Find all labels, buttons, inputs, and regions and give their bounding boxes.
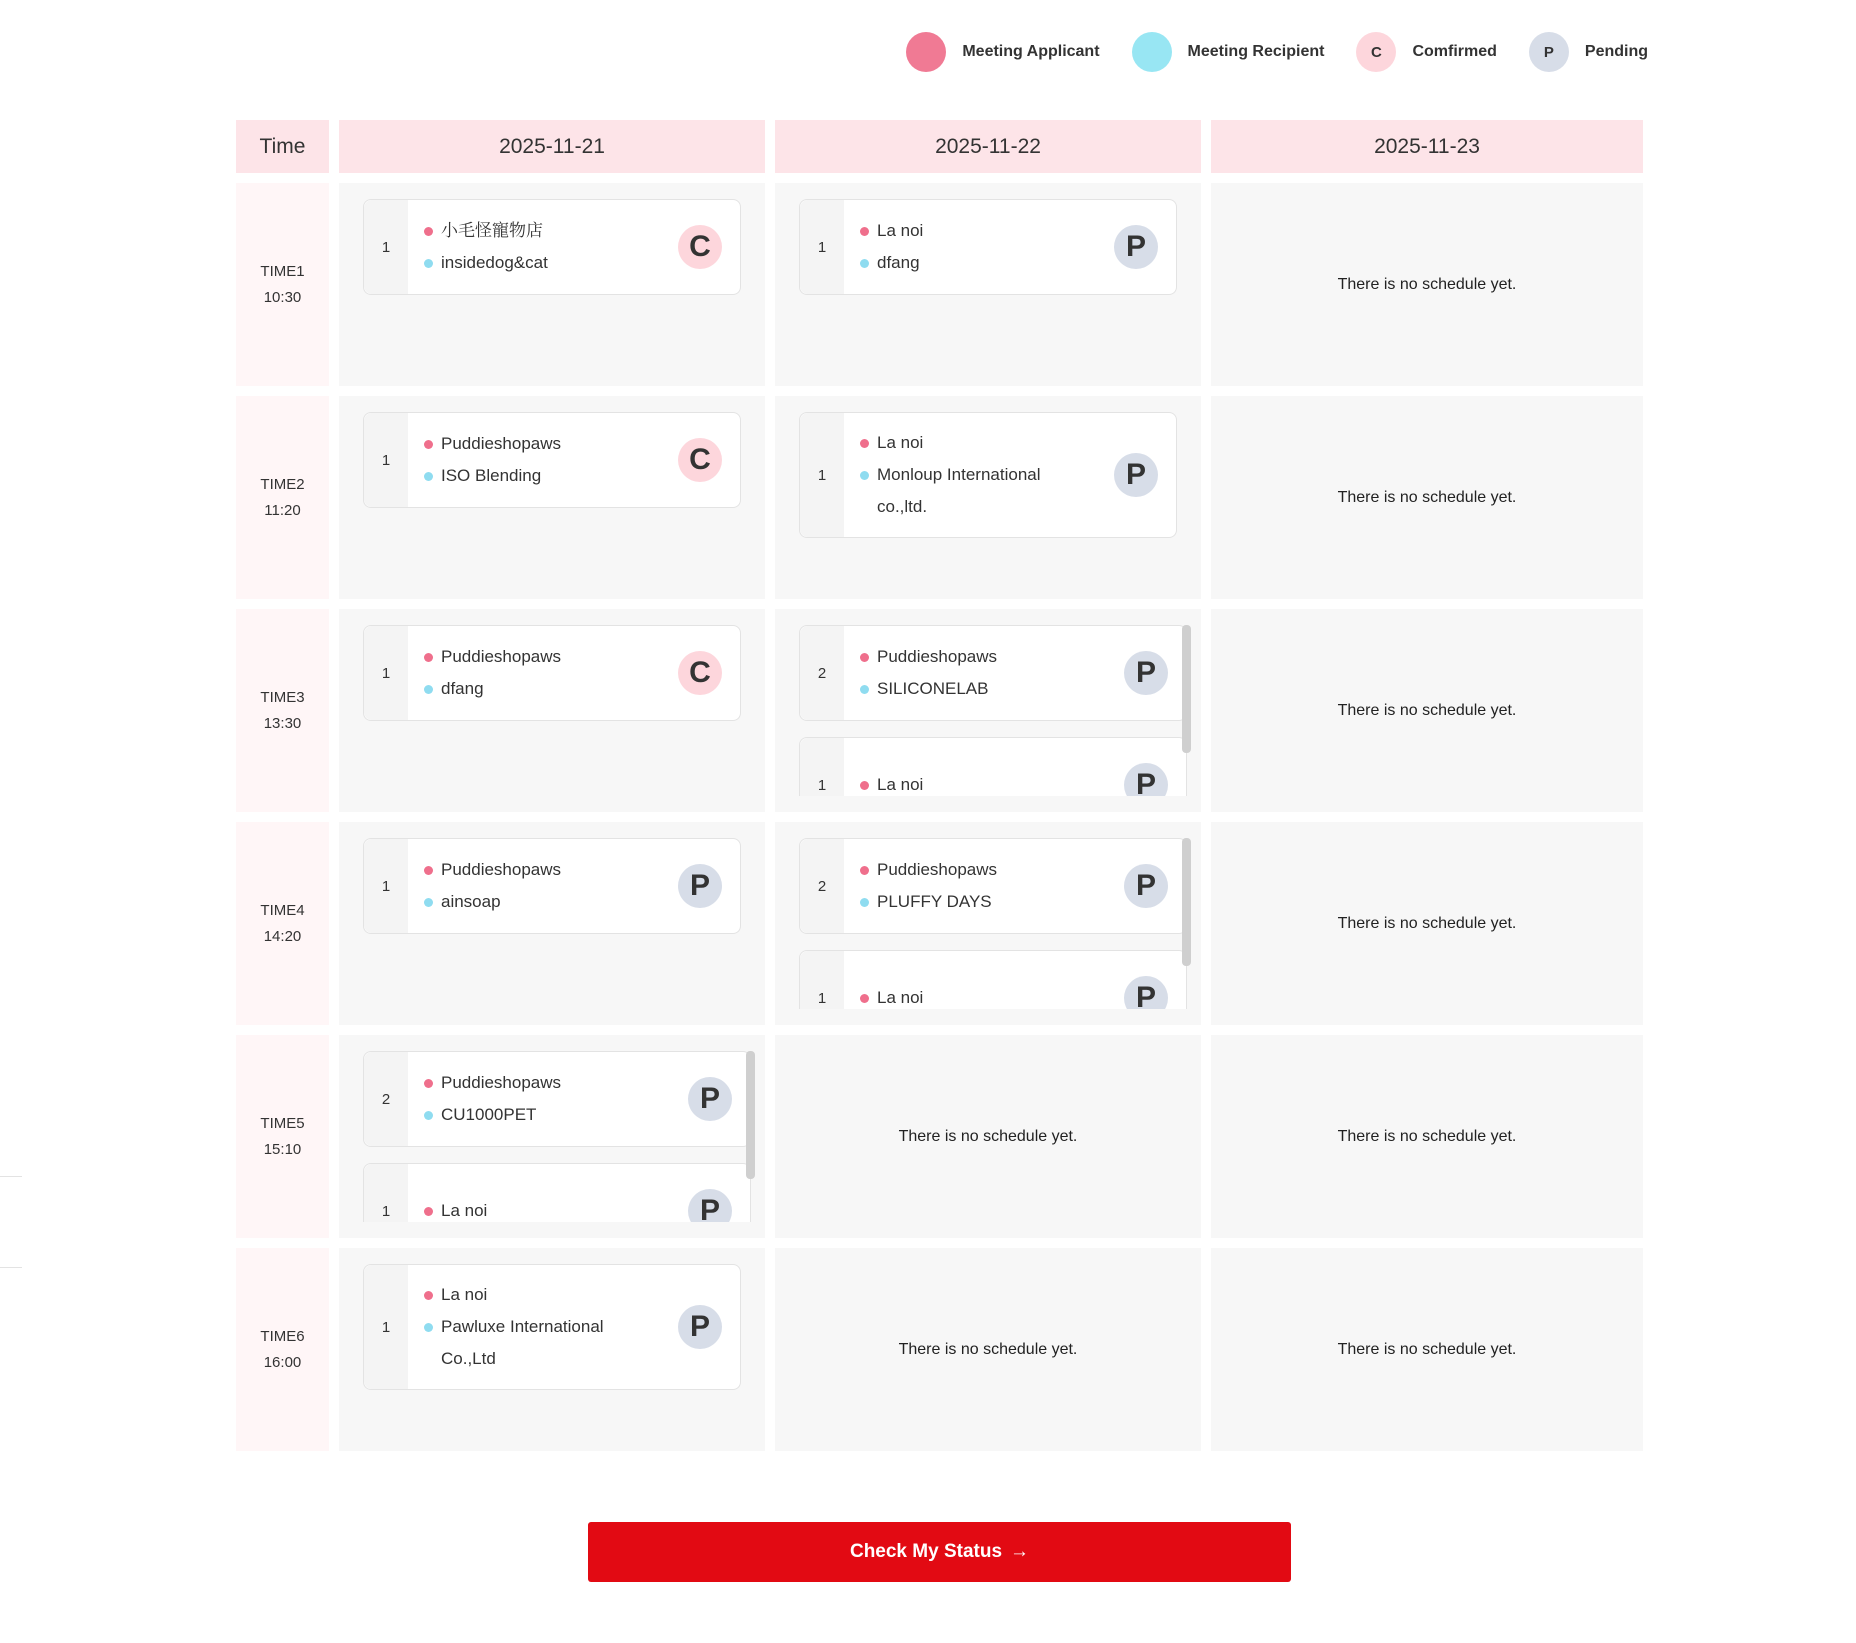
- legend-item: [1529, 32, 1648, 72]
- day-cell: [775, 609, 1201, 812]
- time-slot-row: [236, 609, 1646, 812]
- day-cell: [1211, 609, 1643, 812]
- recipient-dot-icon: [860, 259, 869, 268]
- day-cell: [339, 183, 765, 386]
- meeting-card[interactable]: [363, 1264, 741, 1390]
- legend-label: Meeting Recipient: [1187, 43, 1325, 60]
- slot-name: TIME1: [260, 262, 305, 280]
- meeting-card[interactable]: [363, 838, 741, 934]
- slot-time: 16:00: [263, 1353, 302, 1371]
- applicant-line: [424, 854, 654, 886]
- meeting-count: 1: [364, 839, 408, 933]
- recipient-name: ainsoap: [441, 892, 501, 911]
- meeting-card[interactable]: [799, 950, 1187, 1009]
- applicant-line: [424, 641, 654, 673]
- meeting-card[interactable]: [799, 737, 1187, 796]
- date-column-header: 2025-11-22: [775, 120, 1201, 173]
- arrow-right-icon: →: [1010, 1541, 1030, 1562]
- meeting-card[interactable]: [363, 412, 741, 508]
- applicant-name: La noi: [441, 1201, 488, 1220]
- recipient-line: [424, 247, 654, 279]
- no-schedule-text: There is no schedule yet.: [1337, 914, 1517, 932]
- applicant-line: [860, 982, 1100, 1009]
- legend-item: [1132, 32, 1325, 72]
- recipient-dot-icon: [860, 685, 869, 694]
- meeting-parties: [844, 200, 1106, 294]
- no-schedule-text: There is no schedule yet.: [898, 1127, 1078, 1145]
- slot-time: 11:20: [264, 501, 301, 519]
- day-cell: [775, 1035, 1201, 1238]
- time-slot-row: [236, 183, 1646, 386]
- applicant-dot-icon: [860, 781, 869, 790]
- no-schedule-text: There is no schedule yet.: [898, 1340, 1078, 1358]
- applicant-dot-icon: [424, 1079, 433, 1088]
- status-legend: [874, 32, 1648, 72]
- day-cell: [339, 1248, 765, 1451]
- time-slot-label: [236, 1248, 329, 1451]
- applicant-line: [424, 215, 654, 247]
- time-column-header: Time: [236, 120, 329, 173]
- time-slot-row: [236, 1248, 1646, 1451]
- no-schedule-text: There is no schedule yet.: [1337, 488, 1517, 506]
- day-cell: [1211, 183, 1643, 386]
- recipient-line: [424, 1099, 664, 1131]
- day-cell: [775, 183, 1201, 386]
- status-badge: P: [1124, 651, 1168, 695]
- meeting-count: 1: [800, 951, 844, 1009]
- applicant-name: 小毛怪寵物店: [441, 221, 543, 240]
- recipient-name: ISO Blending: [441, 466, 542, 485]
- meeting-card[interactable]: [363, 1051, 751, 1147]
- meeting-card[interactable]: [799, 199, 1177, 295]
- left-edge-divider-top: [0, 1176, 22, 1177]
- schedule-grid: [236, 120, 1646, 1451]
- time-slot-row: [236, 396, 1646, 599]
- meeting-list: [363, 412, 741, 583]
- applicant-line: [424, 1279, 654, 1311]
- status-badge: P: [1124, 763, 1168, 796]
- recipient-dot-icon: [424, 259, 433, 268]
- applicant-line: [860, 215, 1090, 247]
- applicant-line: [860, 854, 1100, 886]
- meeting-list: [363, 625, 741, 796]
- legend-item: [1356, 32, 1496, 72]
- meeting-count: 1: [800, 738, 844, 796]
- slot-time: 10:30: [263, 288, 302, 306]
- status-badge: P: [688, 1077, 732, 1121]
- day-cell: [1211, 1035, 1643, 1238]
- slot-time: 15:10: [263, 1140, 302, 1158]
- recipient-dot-icon: [424, 685, 433, 694]
- slot-time: 14:20: [263, 927, 302, 945]
- applicant-name: La noi: [877, 433, 924, 452]
- legend-label: Meeting Applicant: [962, 43, 1100, 60]
- recipient-dot-icon: [424, 1111, 433, 1120]
- recipient-name: CU1000PET: [441, 1105, 537, 1124]
- applicant-name: La noi: [877, 988, 924, 1007]
- status-badge: P: [1124, 864, 1168, 908]
- status-badge: C: [678, 438, 722, 482]
- meeting-card[interactable]: [799, 412, 1177, 538]
- check-my-status-label: Check My Status: [849, 1541, 1003, 1562]
- no-schedule-text: There is no schedule yet.: [1337, 1340, 1517, 1358]
- meeting-card[interactable]: [363, 199, 741, 295]
- applicant-name: Puddieshopaws: [441, 860, 562, 879]
- recipient-line: [860, 459, 1090, 523]
- applicant-dot-icon: [424, 227, 433, 236]
- day-cell: [1211, 1248, 1643, 1451]
- meeting-count: 1: [800, 413, 844, 537]
- meeting-parties: [408, 200, 670, 294]
- date-column-header: 2025-11-23: [1211, 120, 1643, 173]
- status-badge: P: [1124, 976, 1168, 1009]
- status-badge-icon: P: [1529, 32, 1569, 72]
- meeting-list: [799, 625, 1187, 796]
- applicant-dot-icon: [860, 866, 869, 875]
- day-cell: [775, 396, 1201, 599]
- status-badge: P: [678, 864, 722, 908]
- meeting-count: 1: [364, 1265, 408, 1389]
- meeting-count: 1: [364, 200, 408, 294]
- meeting-count: 1: [800, 200, 844, 294]
- applicant-line: [860, 769, 1100, 796]
- meeting-count: 2: [364, 1052, 408, 1146]
- applicant-dot-icon: [424, 1291, 433, 1300]
- applicant-line: [424, 428, 654, 460]
- header-row: [236, 120, 1646, 173]
- applicant-dot-icon: [860, 227, 869, 236]
- applicant-dot-icon: [860, 994, 869, 1003]
- recipient-line: [424, 673, 654, 705]
- recipient-dot-icon: [424, 898, 433, 907]
- slot-name: TIME5: [260, 1114, 305, 1132]
- no-schedule-text: There is no schedule yet.: [1337, 701, 1517, 719]
- recipient-dot-icon: [860, 898, 869, 907]
- legend-label: Comfirmed: [1412, 43, 1497, 60]
- check-my-status-button[interactable]: [588, 1522, 1291, 1582]
- day-cell: [339, 822, 765, 1025]
- recipient-name: PLUFFY DAYS: [877, 892, 992, 911]
- day-cell: [775, 1248, 1201, 1451]
- slot-name: TIME3: [260, 688, 305, 706]
- day-cell: [339, 609, 765, 812]
- applicant-name: La noi: [877, 221, 924, 240]
- meeting-parties: [844, 951, 1116, 1009]
- applicant-name: La noi: [877, 775, 924, 794]
- time-slot-row: [236, 822, 1646, 1025]
- recipient-name: dfang: [441, 679, 484, 698]
- legend-label: Pending: [1584, 43, 1648, 60]
- time-slot-row: [236, 1035, 1646, 1238]
- no-schedule-text: There is no schedule yet.: [1337, 275, 1517, 293]
- status-badge: P: [688, 1189, 732, 1222]
- color-dot-icon: [1132, 32, 1172, 72]
- meeting-count: 1: [364, 413, 408, 507]
- meeting-parties: [408, 1164, 680, 1222]
- applicant-name: Puddieshopaws: [441, 1073, 562, 1092]
- status-badge: P: [678, 1305, 722, 1349]
- date-column-header: 2025-11-21: [339, 120, 765, 173]
- no-schedule-text: There is no schedule yet.: [1337, 1127, 1517, 1145]
- recipient-dot-icon: [860, 471, 869, 480]
- day-cell: [339, 396, 765, 599]
- slot-name: TIME2: [260, 475, 305, 493]
- applicant-dot-icon: [424, 653, 433, 662]
- color-dot-icon: [906, 32, 946, 72]
- meeting-list: [363, 838, 741, 1009]
- slot-name: TIME6: [260, 1327, 305, 1345]
- status-badge: C: [678, 651, 722, 695]
- time-slot-label: [236, 822, 329, 1025]
- meeting-list: [799, 838, 1187, 1009]
- applicant-dot-icon: [424, 866, 433, 875]
- slot-name: TIME4: [260, 901, 305, 919]
- meeting-card[interactable]: [799, 838, 1187, 934]
- recipient-line: [424, 1311, 654, 1375]
- scrollbar-thumb[interactable]: [1182, 838, 1191, 966]
- meeting-card[interactable]: [363, 1163, 751, 1222]
- recipient-dot-icon: [424, 1323, 433, 1332]
- meeting-list: [799, 412, 1177, 583]
- applicant-line: [860, 641, 1100, 673]
- applicant-line: [424, 1067, 664, 1099]
- slot-time: 13:30: [263, 714, 302, 732]
- meeting-card[interactable]: [363, 625, 741, 721]
- day-cell: [339, 1035, 765, 1238]
- recipient-name: dfang: [877, 253, 920, 272]
- applicant-dot-icon: [860, 439, 869, 448]
- legend-item: [906, 32, 1099, 72]
- day-cell: [1211, 822, 1643, 1025]
- meeting-list: [799, 199, 1177, 370]
- recipient-line: [860, 673, 1100, 705]
- meeting-count: 1: [364, 626, 408, 720]
- meeting-list: [363, 1051, 751, 1222]
- meeting-list: [363, 199, 741, 370]
- time-slot-label: [236, 609, 329, 812]
- status-badge-icon: C: [1356, 32, 1396, 72]
- recipient-name: SILICONELAB: [877, 679, 989, 698]
- meeting-count: 2: [800, 626, 844, 720]
- time-slot-label: [236, 396, 329, 599]
- recipient-line: [424, 460, 654, 492]
- recipient-line: [424, 886, 654, 918]
- meeting-parties: [844, 738, 1116, 796]
- applicant-dot-icon: [424, 1207, 433, 1216]
- meeting-parties: [408, 1265, 670, 1389]
- meeting-parties: [408, 839, 670, 933]
- meeting-parties: [408, 413, 670, 507]
- applicant-dot-icon: [860, 653, 869, 662]
- meeting-count: 1: [364, 1164, 408, 1222]
- applicant-name: Puddieshopaws: [441, 434, 562, 453]
- meeting-list: [363, 1264, 741, 1435]
- meeting-parties: [408, 626, 670, 720]
- applicant-name: Puddieshopaws: [877, 860, 998, 879]
- scrollbar-thumb[interactable]: [746, 1051, 755, 1179]
- applicant-line: [424, 1195, 664, 1222]
- status-badge: C: [678, 225, 722, 269]
- status-badge: P: [1114, 225, 1158, 269]
- meeting-parties: [844, 839, 1116, 933]
- left-edge-divider-bottom: [0, 1267, 22, 1268]
- applicant-name: La noi: [441, 1285, 488, 1304]
- recipient-line: [860, 886, 1100, 918]
- recipient-name: insidedog&cat: [441, 253, 548, 272]
- recipient-dot-icon: [424, 472, 433, 481]
- time-slot-label: [236, 1035, 329, 1238]
- status-badge: P: [1114, 453, 1158, 497]
- recipient-name: Pawluxe International Co.,Ltd: [441, 1317, 604, 1368]
- meeting-count: 2: [800, 839, 844, 933]
- applicant-dot-icon: [424, 440, 433, 449]
- recipient-line: [860, 247, 1090, 279]
- meeting-parties: [844, 626, 1116, 720]
- day-cell: [775, 822, 1201, 1025]
- applicant-name: Puddieshopaws: [877, 647, 998, 666]
- recipient-name: Monloup International co.,ltd.: [877, 465, 1041, 516]
- meeting-card[interactable]: [799, 625, 1187, 721]
- applicant-name: Puddieshopaws: [441, 647, 562, 666]
- day-cell: [1211, 396, 1643, 599]
- meeting-parties: [844, 413, 1106, 537]
- time-slot-label: [236, 183, 329, 386]
- applicant-line: [860, 427, 1090, 459]
- scrollbar-thumb[interactable]: [1182, 625, 1191, 753]
- meeting-parties: [408, 1052, 680, 1146]
